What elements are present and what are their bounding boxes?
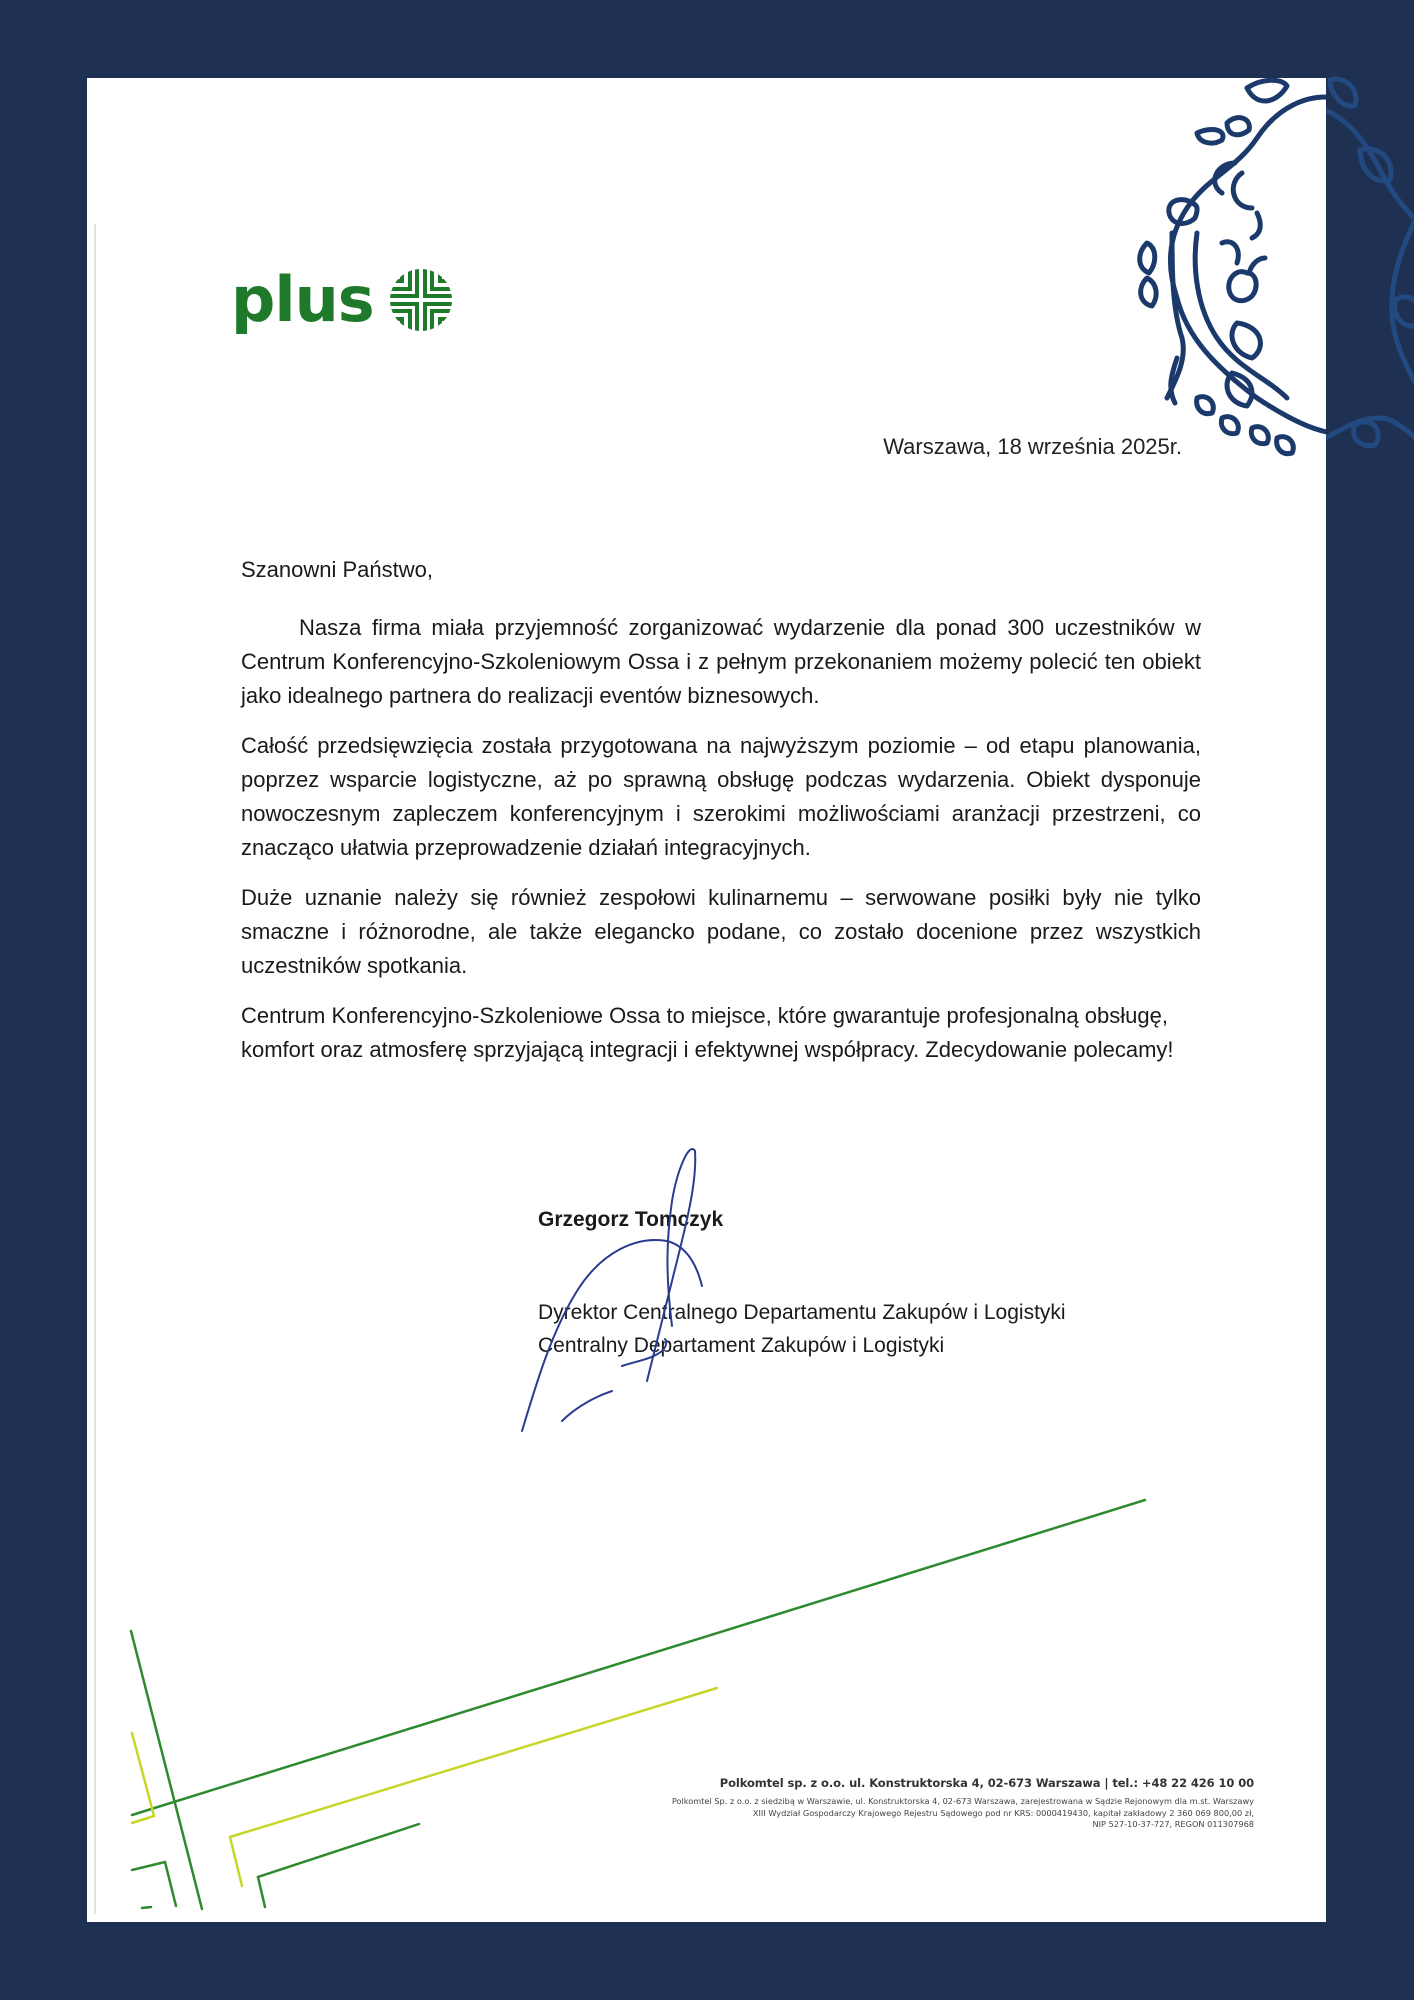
paragraph-2: Całość przedsięwzięcia została przygotowana na najwyższym poziomie – od etapu planowania, poprzez wsparcie logistyczne, aż po sprawną obsługę podczas wydarzenia. Obiekt dysponuje nowoczesnym zapleczem konferencyjnym i szerokimi możliwościami aranżacji przestrzeni, co znacząco ułatwia przeprowadzenie działań integracyjnych.	[241, 733, 1201, 860]
signer-department: Centralny Departament Zakupów i Logistyki	[538, 1334, 945, 1357]
plus-logo	[231, 263, 454, 336]
footer-legal-2: XIII Wydział Gospodarczy Krajowego Rejestru Sądowego pod nr KRS: 0000419430, kapitał zakładowy 2 360 069 800,00 zł,	[752, 1807, 1254, 1818]
letter-date: Warszawa, 18 września 2025r.	[883, 434, 1182, 459]
plus-globe-icon	[388, 267, 454, 333]
footer-legal-3: NIP 527-10-37-727, REGON 011307968	[1092, 1819, 1254, 1829]
footer-contact: Polkomtel sp. z o.o. ul. Konstruktorska 4, 02-673 Warszawa | tel.: +48 22 426 10 00	[719, 1776, 1254, 1790]
paragraph-4: Centrum Konferencyjno-Szkoleniowe Ossa to miejsce, które gwarantuje profesjonalną obsługę, komfort oraz atmosferę sprzyjającą integracji i efektywnej współpracy. Zdecydowanie polecamy!	[241, 1003, 1174, 1062]
green-left-l	[132, 1862, 176, 1906]
green-long-diagonal	[132, 1500, 1145, 1815]
green-inner-l	[258, 1824, 419, 1907]
paragraph-1: Nasza firma miała przyjemność zorganizować wydarzenie dla ponad 300 uczestników w Centrum Konferencyjno-Szkoleniowym Ossa i z pełnym przekonaniem możemy polecić ten obiekt jako idealnego partnera do realizacji eventów biznesowych.	[241, 615, 1201, 708]
floral-vine-ornament-icon	[1127, 78, 1326, 468]
footer-legal-1: Polkomtel Sp. z o.o. z siedzibą w Warszawie, ul. Konstruktorska 4, 02-673 Warszawa, zarejestrowana w Sądzie Rejonowym dla m.st. Warszawy	[671, 1796, 1254, 1806]
letter-page	[87, 78, 1326, 1922]
signer-name: Grzegorz Tomczyk	[538, 1208, 724, 1231]
green-small-dash	[142, 1907, 151, 1908]
salutation: Szanowni Państwo,	[241, 557, 433, 582]
letter-body	[241, 553, 1201, 1083]
handwritten-signature	[517, 1141, 777, 1441]
yellow-corner	[230, 1837, 242, 1886]
company-footer	[672, 1776, 1254, 1831]
signer-title: Dyrektor Centralnego Departamentu Zakupów i Logistyki	[538, 1301, 1066, 1324]
logo-wordmark: plus	[231, 263, 374, 336]
paragraph-3: Duże uznanie należy się również zespołowi kulinarnemu – serwowane posiłki były nie tylko smaczne i różnorodne, ale także elegancko podane, co zostało docenione przez wszystkich uczestników spotkania.	[241, 885, 1201, 978]
